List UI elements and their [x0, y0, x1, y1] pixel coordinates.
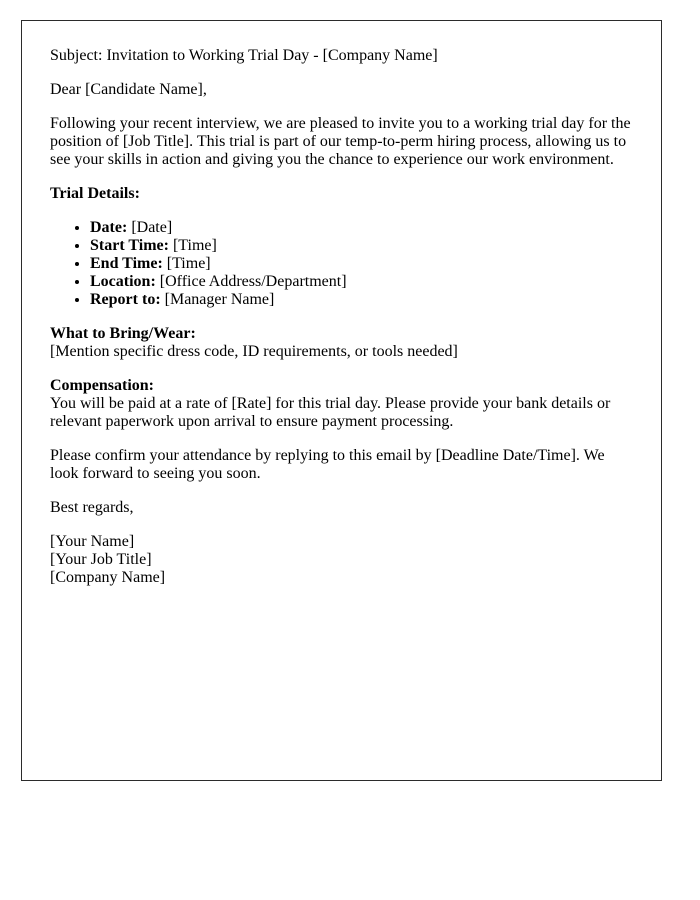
list-item — [90, 273, 633, 291]
compensation-heading: Compensation: — [50, 377, 155, 394]
bring-wear-body: [Mention specific dress code, ID requirements, or tools needed] — [50, 343, 458, 360]
detail-value: [Time] — [172, 237, 217, 254]
salutation: Dear [Candidate Name], — [50, 81, 207, 98]
signature-block — [50, 533, 633, 587]
closing: Best regards, — [50, 499, 134, 516]
detail-label: Report to: — [90, 291, 161, 308]
compensation-section — [50, 377, 633, 431]
list-item — [90, 237, 633, 255]
bring-wear-heading: What to Bring/Wear: — [50, 325, 196, 342]
compensation-body: You will be paid at a rate of [Rate] for this trial day. Please provide your bank details or relevant paperwork upon arrival to ensure payment processing. — [50, 395, 611, 430]
detail-label: End Time: — [90, 255, 163, 272]
letter-container — [21, 20, 662, 781]
signature-name: [Your Name] — [50, 533, 135, 550]
trial-details-heading: Trial Details: — [50, 185, 140, 202]
detail-value: [Time] — [166, 255, 211, 272]
detail-label: Date: — [90, 219, 128, 236]
detail-label: Start Time: — [90, 237, 169, 254]
signature-company: [Company Name] — [50, 569, 166, 586]
list-item — [90, 255, 633, 273]
detail-value: [Date] — [131, 219, 173, 236]
confirmation-paragraph: Please confirm your attendance by replying to this email by [Deadline Date/Time]. We look forward to seeing you soon. — [50, 447, 605, 482]
detail-value: [Office Address/Department] — [159, 273, 347, 290]
subject-line: Subject: Invitation to Working Trial Day - [Company Name] — [50, 47, 438, 64]
bring-wear-section — [50, 325, 633, 361]
list-item — [90, 291, 633, 309]
signature-job-title: [Your Job Title] — [50, 551, 152, 568]
detail-value: [Manager Name] — [164, 291, 275, 308]
trial-details-list — [50, 219, 633, 309]
list-item — [90, 219, 633, 237]
detail-label: Location: — [90, 273, 156, 290]
intro-paragraph: Following your recent interview, we are pleased to invite you to a working trial day for the position of [Job Title]. This trial is part of our temp-to-perm hiring process, allowing us to see your skills in action and giving you the chance to experience our work environment. — [50, 115, 631, 168]
